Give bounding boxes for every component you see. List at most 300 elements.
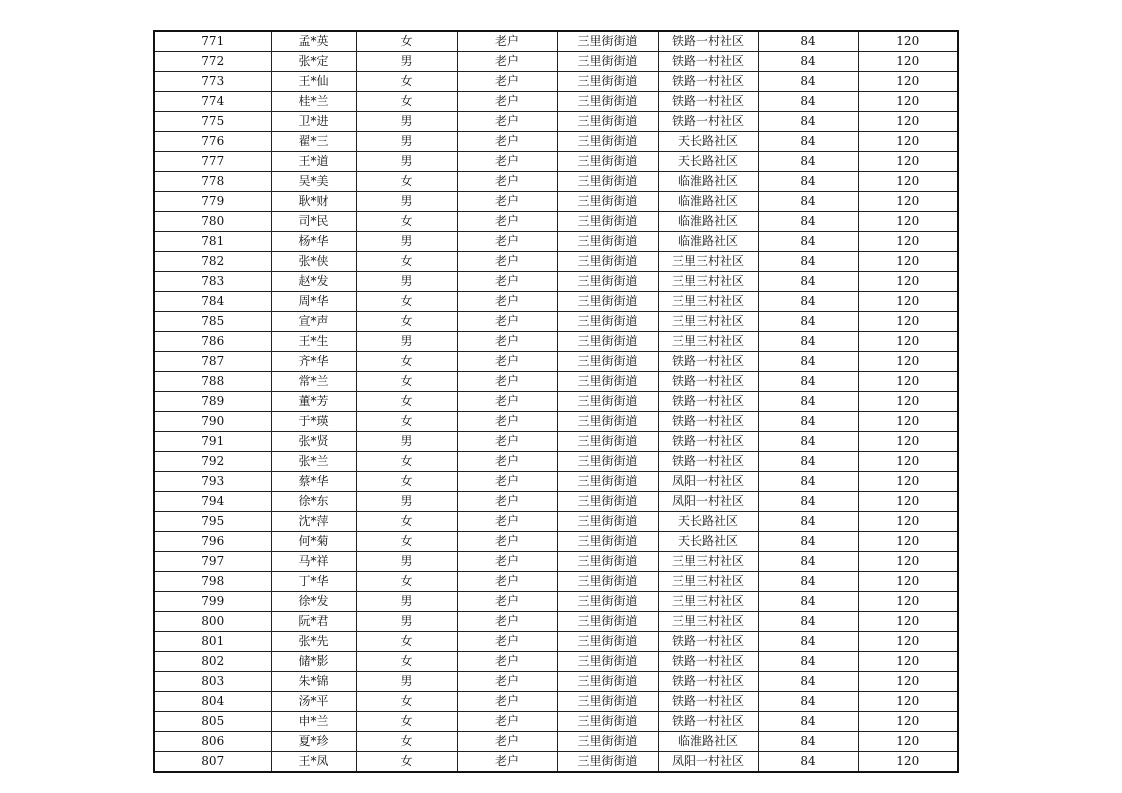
household-type-cell: 老户 [457,492,557,512]
amount-cell: 84 [758,512,858,532]
name-cell: 杨*华 [271,232,356,252]
gender-cell: 女 [356,312,457,332]
gender-cell: 女 [356,472,457,492]
amount-cell: 84 [758,532,858,552]
street-cell: 三里街街道 [557,592,658,612]
household-type-cell: 老户 [457,312,557,332]
months-cell: 120 [858,532,958,552]
household-type-cell: 老户 [457,172,557,192]
street-cell: 三里街街道 [557,152,658,172]
street-cell: 三里街街道 [557,392,658,412]
street-cell: 三里街街道 [557,212,658,232]
street-cell: 三里街街道 [557,452,658,472]
name-cell: 张*贤 [271,432,356,452]
gender-cell: 女 [356,352,457,372]
amount-cell: 84 [758,412,858,432]
row-number-cell: 792 [154,452,271,472]
gender-cell: 女 [356,292,457,312]
community-cell: 三里三村社区 [658,612,758,632]
amount-cell: 84 [758,92,858,112]
street-cell: 三里街街道 [557,432,658,452]
gender-cell: 女 [356,92,457,112]
table-row [154,692,958,712]
street-cell: 三里街街道 [557,672,658,692]
table-row [154,472,958,492]
months-cell: 120 [858,92,958,112]
amount-cell: 84 [758,752,858,773]
table-row [154,252,958,272]
gender-cell: 男 [356,52,457,72]
months-cell: 120 [858,412,958,432]
street-cell: 三里街街道 [557,92,658,112]
street-cell: 三里街街道 [557,72,658,92]
amount-cell: 84 [758,252,858,272]
months-cell: 120 [858,232,958,252]
table-row [154,752,958,773]
amount-cell: 84 [758,152,858,172]
amount-cell: 84 [758,332,858,352]
gender-cell: 男 [356,152,457,172]
community-cell: 铁路一村社区 [658,392,758,412]
household-type-cell: 老户 [457,272,557,292]
row-number-cell: 801 [154,632,271,652]
months-cell: 120 [858,552,958,572]
household-type-cell: 老户 [457,432,557,452]
table-row [154,312,958,332]
household-type-cell: 老户 [457,332,557,352]
name-cell: 丁*华 [271,572,356,592]
row-number-cell: 788 [154,372,271,392]
row-number-cell: 775 [154,112,271,132]
row-number-cell: 805 [154,712,271,732]
months-cell: 120 [858,492,958,512]
months-cell: 120 [858,712,958,732]
amount-cell: 84 [758,112,858,132]
gender-cell: 女 [356,412,457,432]
street-cell: 三里街街道 [557,692,658,712]
row-number-cell: 774 [154,92,271,112]
name-cell: 司*民 [271,212,356,232]
row-number-cell: 778 [154,172,271,192]
gender-cell: 女 [356,652,457,672]
gender-cell: 女 [356,712,457,732]
community-cell: 铁路一村社区 [658,72,758,92]
name-cell: 马*祥 [271,552,356,572]
community-cell: 天长路社区 [658,132,758,152]
months-cell: 120 [858,272,958,292]
household-type-cell: 老户 [457,212,557,232]
table-row [154,372,958,392]
community-cell: 铁路一村社区 [658,372,758,392]
months-cell: 120 [858,512,958,532]
row-number-cell: 795 [154,512,271,532]
household-type-cell: 老户 [457,132,557,152]
community-cell: 铁路一村社区 [658,672,758,692]
gender-cell: 女 [356,532,457,552]
community-cell: 三里三村社区 [658,292,758,312]
community-cell: 三里三村社区 [658,552,758,572]
community-cell: 铁路一村社区 [658,452,758,472]
name-cell: 王*仙 [271,72,356,92]
table-row [154,112,958,132]
amount-cell: 84 [758,31,858,52]
months-cell: 120 [858,752,958,773]
months-cell: 120 [858,632,958,652]
amount-cell: 84 [758,72,858,92]
table-row [154,392,958,412]
name-cell: 吴*美 [271,172,356,192]
row-number-cell: 791 [154,432,271,452]
name-cell: 卫*进 [271,112,356,132]
table-row [154,52,958,72]
community-cell: 铁路一村社区 [658,432,758,452]
gender-cell: 男 [356,612,457,632]
name-cell: 朱*锦 [271,672,356,692]
street-cell: 三里街街道 [557,272,658,292]
household-type-cell: 老户 [457,692,557,712]
amount-cell: 84 [758,632,858,652]
table-row [154,352,958,372]
amount-cell: 84 [758,132,858,152]
months-cell: 120 [858,132,958,152]
community-cell: 铁路一村社区 [658,92,758,112]
household-type-cell: 老户 [457,92,557,112]
gender-cell: 女 [356,752,457,773]
table-row [154,232,958,252]
table-row [154,31,958,52]
household-type-cell: 老户 [457,152,557,172]
row-number-cell: 798 [154,572,271,592]
months-cell: 120 [858,52,958,72]
table-row [154,672,958,692]
amount-cell: 84 [758,352,858,372]
household-type-cell: 老户 [457,532,557,552]
gender-cell: 女 [356,372,457,392]
table-row [154,432,958,452]
gender-cell: 女 [356,452,457,472]
community-cell: 三里三村社区 [658,572,758,592]
community-cell: 三里三村社区 [658,252,758,272]
table-row [154,272,958,292]
household-type-cell: 老户 [457,592,557,612]
amount-cell: 84 [758,52,858,72]
community-cell: 临淮路社区 [658,192,758,212]
table-row [154,332,958,352]
gender-cell: 男 [356,132,457,152]
amount-cell: 84 [758,732,858,752]
row-number-cell: 787 [154,352,271,372]
household-type-cell: 老户 [457,632,557,652]
row-number-cell: 797 [154,552,271,572]
row-number-cell: 771 [154,31,271,52]
household-type-cell: 老户 [457,72,557,92]
amount-cell: 84 [758,272,858,292]
row-number-cell: 806 [154,732,271,752]
months-cell: 120 [858,652,958,672]
gender-cell: 女 [356,31,457,52]
household-type-cell: 老户 [457,732,557,752]
household-type-cell: 老户 [457,112,557,132]
months-cell: 120 [858,112,958,132]
table-row [154,452,958,472]
row-number-cell: 785 [154,312,271,332]
street-cell: 三里街街道 [557,612,658,632]
community-cell: 凤阳一村社区 [658,752,758,773]
table-row [154,652,958,672]
name-cell: 徐*东 [271,492,356,512]
name-cell: 王*凤 [271,752,356,773]
table-row [154,612,958,632]
community-cell: 临淮路社区 [658,732,758,752]
household-type-cell: 老户 [457,352,557,372]
row-number-cell: 783 [154,272,271,292]
gender-cell: 女 [356,72,457,92]
gender-cell: 女 [356,392,457,412]
row-number-cell: 777 [154,152,271,172]
table-row [154,532,958,552]
street-cell: 三里街街道 [557,652,658,672]
table-row [154,712,958,732]
household-type-cell: 老户 [457,752,557,773]
table-row [154,412,958,432]
community-cell: 天长路社区 [658,512,758,532]
amount-cell: 84 [758,712,858,732]
row-number-cell: 793 [154,472,271,492]
table-row [154,92,958,112]
street-cell: 三里街街道 [557,52,658,72]
household-type-cell: 老户 [457,672,557,692]
table-row [154,572,958,592]
amount-cell: 84 [758,312,858,332]
months-cell: 120 [858,732,958,752]
household-type-cell: 老户 [457,392,557,412]
table-row [154,492,958,512]
community-cell: 铁路一村社区 [658,352,758,372]
household-type-cell: 老户 [457,31,557,52]
community-cell: 临淮路社区 [658,232,758,252]
gender-cell: 男 [356,672,457,692]
community-cell: 凤阳一村社区 [658,492,758,512]
amount-cell: 84 [758,212,858,232]
community-cell: 临淮路社区 [658,172,758,192]
table-row [154,632,958,652]
name-cell: 周*华 [271,292,356,312]
months-cell: 120 [858,212,958,232]
household-type-cell: 老户 [457,712,557,732]
table-row [154,212,958,232]
name-cell: 宣*声 [271,312,356,332]
row-number-cell: 796 [154,532,271,552]
months-cell: 120 [858,392,958,412]
months-cell: 120 [858,31,958,52]
community-cell: 铁路一村社区 [658,31,758,52]
household-type-cell: 老户 [457,452,557,472]
community-cell: 三里三村社区 [658,272,758,292]
amount-cell: 84 [758,452,858,472]
street-cell: 三里街街道 [557,352,658,372]
amount-cell: 84 [758,232,858,252]
name-cell: 赵*发 [271,272,356,292]
household-type-cell: 老户 [457,52,557,72]
household-type-cell: 老户 [457,572,557,592]
row-number-cell: 782 [154,252,271,272]
name-cell: 张*兰 [271,452,356,472]
amount-cell: 84 [758,592,858,612]
months-cell: 120 [858,612,958,632]
gender-cell: 男 [356,332,457,352]
street-cell: 三里街街道 [557,232,658,252]
name-cell: 王*道 [271,152,356,172]
community-cell: 临淮路社区 [658,212,758,232]
street-cell: 三里街街道 [557,472,658,492]
months-cell: 120 [858,252,958,272]
amount-cell: 84 [758,372,858,392]
table-row [154,192,958,212]
months-cell: 120 [858,152,958,172]
months-cell: 120 [858,312,958,332]
name-cell: 张*定 [271,52,356,72]
street-cell: 三里街街道 [557,172,658,192]
row-number-cell: 772 [154,52,271,72]
name-cell: 于*瑛 [271,412,356,432]
street-cell: 三里街街道 [557,752,658,773]
street-cell: 三里街街道 [557,31,658,52]
street-cell: 三里街街道 [557,372,658,392]
gender-cell: 男 [356,112,457,132]
months-cell: 120 [858,372,958,392]
street-cell: 三里街街道 [557,632,658,652]
street-cell: 三里街街道 [557,712,658,732]
amount-cell: 84 [758,292,858,312]
household-type-cell: 老户 [457,232,557,252]
name-cell: 蔡*华 [271,472,356,492]
row-number-cell: 807 [154,752,271,773]
name-cell: 储*影 [271,652,356,672]
table-row [154,292,958,312]
name-cell: 何*菊 [271,532,356,552]
community-cell: 天长路社区 [658,152,758,172]
name-cell: 沈*萍 [271,512,356,532]
household-type-cell: 老户 [457,472,557,492]
name-cell: 徐*发 [271,592,356,612]
street-cell: 三里街街道 [557,292,658,312]
street-cell: 三里街街道 [557,552,658,572]
name-cell: 申*兰 [271,712,356,732]
name-cell: 翟*三 [271,132,356,152]
amount-cell: 84 [758,692,858,712]
months-cell: 120 [858,432,958,452]
street-cell: 三里街街道 [557,492,658,512]
street-cell: 三里街街道 [557,132,658,152]
street-cell: 三里街街道 [557,112,658,132]
community-cell: 铁路一村社区 [658,632,758,652]
months-cell: 120 [858,72,958,92]
amount-cell: 84 [758,672,858,692]
household-type-cell: 老户 [457,652,557,672]
community-cell: 三里三村社区 [658,312,758,332]
name-cell: 孟*英 [271,31,356,52]
row-number-cell: 786 [154,332,271,352]
gender-cell: 男 [356,552,457,572]
street-cell: 三里街街道 [557,332,658,352]
months-cell: 120 [858,292,958,312]
gender-cell: 女 [356,512,457,532]
table-body [154,31,958,772]
amount-cell: 84 [758,392,858,412]
row-number-cell: 779 [154,192,271,212]
row-number-cell: 804 [154,692,271,712]
household-type-cell: 老户 [457,552,557,572]
gender-cell: 女 [356,172,457,192]
street-cell: 三里街街道 [557,412,658,432]
amount-cell: 84 [758,492,858,512]
table-row [154,592,958,612]
row-number-cell: 789 [154,392,271,412]
row-number-cell: 802 [154,652,271,672]
gender-cell: 女 [356,252,457,272]
row-number-cell: 794 [154,492,271,512]
household-type-cell: 老户 [457,192,557,212]
name-cell: 董*芳 [271,392,356,412]
name-cell: 桂*兰 [271,92,356,112]
months-cell: 120 [858,592,958,612]
community-cell: 铁路一村社区 [658,412,758,432]
name-cell: 汤*平 [271,692,356,712]
amount-cell: 84 [758,192,858,212]
gender-cell: 男 [356,592,457,612]
gender-cell: 男 [356,492,457,512]
months-cell: 120 [858,692,958,712]
months-cell: 120 [858,172,958,192]
row-number-cell: 799 [154,592,271,612]
row-number-cell: 776 [154,132,271,152]
gender-cell: 女 [356,572,457,592]
data-table [153,30,959,773]
street-cell: 三里街街道 [557,512,658,532]
street-cell: 三里街街道 [557,312,658,332]
community-cell: 三里三村社区 [658,592,758,612]
amount-cell: 84 [758,652,858,672]
row-number-cell: 781 [154,232,271,252]
row-number-cell: 800 [154,612,271,632]
street-cell: 三里街街道 [557,732,658,752]
months-cell: 120 [858,332,958,352]
community-cell: 凤阳一村社区 [658,472,758,492]
community-cell: 铁路一村社区 [658,112,758,132]
name-cell: 阮*君 [271,612,356,632]
community-cell: 铁路一村社区 [658,52,758,72]
gender-cell: 女 [356,632,457,652]
amount-cell: 84 [758,432,858,452]
amount-cell: 84 [758,552,858,572]
months-cell: 120 [858,192,958,212]
household-type-cell: 老户 [457,612,557,632]
amount-cell: 84 [758,612,858,632]
table-row [154,172,958,192]
community-cell: 天长路社区 [658,532,758,552]
gender-cell: 男 [356,232,457,252]
name-cell: 王*生 [271,332,356,352]
months-cell: 120 [858,472,958,492]
name-cell: 耿*财 [271,192,356,212]
gender-cell: 男 [356,192,457,212]
household-type-cell: 老户 [457,412,557,432]
community-cell: 三里三村社区 [658,332,758,352]
table-row [154,512,958,532]
gender-cell: 女 [356,212,457,232]
months-cell: 120 [858,572,958,592]
street-cell: 三里街街道 [557,192,658,212]
